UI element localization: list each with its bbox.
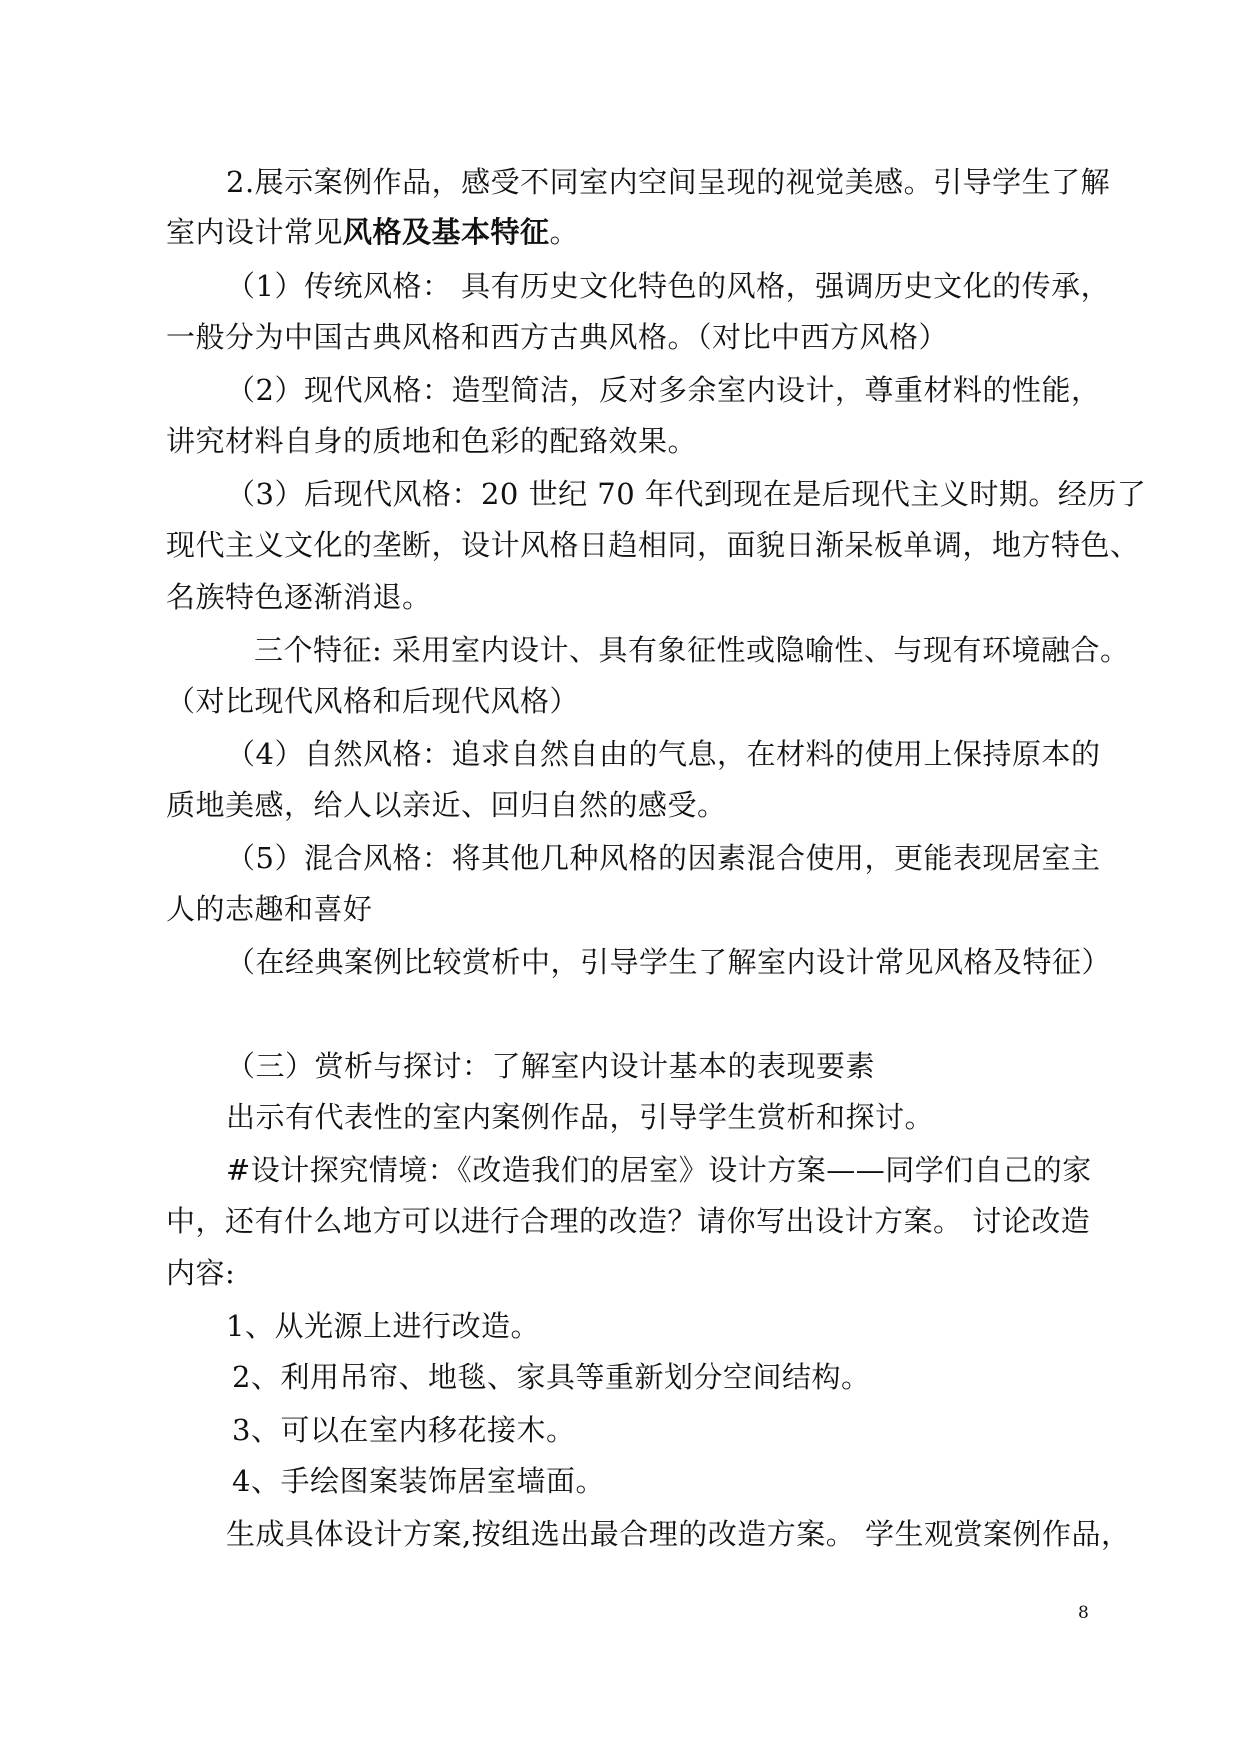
paragraph-line: 出示有代表性的室内案例作品，引导学生赏析和探讨。 xyxy=(226,1100,935,1134)
paragraph-line: 人的志趣和喜好 xyxy=(166,892,373,926)
paragraph-line: （1）传统风格： 具有历史文化特色的风格，强调历史文化的传承， xyxy=(226,269,1111,303)
paragraph-line: （2）现代风格：造型简洁，反对多余室内设计，尊重材料的性能， xyxy=(226,373,1101,407)
paragraph-line: （对比现代风格和后现代风格） xyxy=(166,684,580,718)
paragraph-line xyxy=(166,212,579,252)
bold-text-run: 风格及基本特征 xyxy=(343,215,550,249)
list-item: 3、可以在室内移花接木。 xyxy=(232,1413,576,1447)
paragraph-line: （在经典案例比较赏析中，引导学生了解室内设计常见风格及特征） xyxy=(226,945,1112,979)
paragraph-line: 中，还有什么地方可以进行合理的改造？请你写出设计方案。 讨论改造 xyxy=(166,1204,1091,1238)
paragraph-line: 三个特征: 采用室内设计、具有象征性或隐喻性、与现有环境融合。 xyxy=(254,633,1130,667)
list-item: 2、利用吊帘、地毯、家具等重新划分空间结构。 xyxy=(232,1360,871,1394)
paragraph-line: 名族特色逐渐消退。 xyxy=(166,580,432,614)
list-item: 4、手绘图案装饰居室墙面。 xyxy=(232,1464,605,1498)
paragraph-line: 讲究材料自身的质地和色彩的配臵效果。 xyxy=(166,424,698,458)
paragraph-line: 内容: xyxy=(166,1256,236,1290)
list-item: 1、从光源上进行改造。 xyxy=(226,1309,540,1343)
paragraph-line: #设计探究情境：《改造我们的居室》设计方案——同学们自己的家 xyxy=(226,1153,1092,1187)
paragraph-line: 质地美感，给人以亲近、回归自然的感受。 xyxy=(166,788,727,822)
paragraph-line: （4）自然风格：追求自然自由的气息，在材料的使用上保持原本的 xyxy=(226,737,1101,771)
paragraph-line: （3）后现代风格：20 世纪 70 年代到现在是后现代主义时期。经历了 xyxy=(226,477,1147,511)
text-run: 。 xyxy=(549,215,580,249)
page-number: 8 xyxy=(1078,1603,1089,1623)
text-run: 室内设计常见 xyxy=(166,215,344,249)
section-heading: （三）赏析与探讨：了解室内设计基本的表现要素 xyxy=(226,1049,876,1083)
paragraph-line: （5）混合风格：将其他几种风格的因素混合使用，更能表现居室主 xyxy=(226,841,1101,875)
paragraph-line: 生成具体设计方案,按组选出最合理的改造方案。 学生观赏案例作品， xyxy=(226,1517,1131,1551)
paragraph-line: 一般分为中国古典风格和西方古典风格。（对比中西方风格） xyxy=(166,320,949,354)
paragraph-line: 现代主义文化的垄断，设计风格日趋相同，面貌日渐呆板单调，地方特色、 xyxy=(166,528,1140,562)
paragraph-line: 2.展示案例作品，感受不同室内空间呈现的视觉美感。引导学生了解 xyxy=(226,165,1111,199)
